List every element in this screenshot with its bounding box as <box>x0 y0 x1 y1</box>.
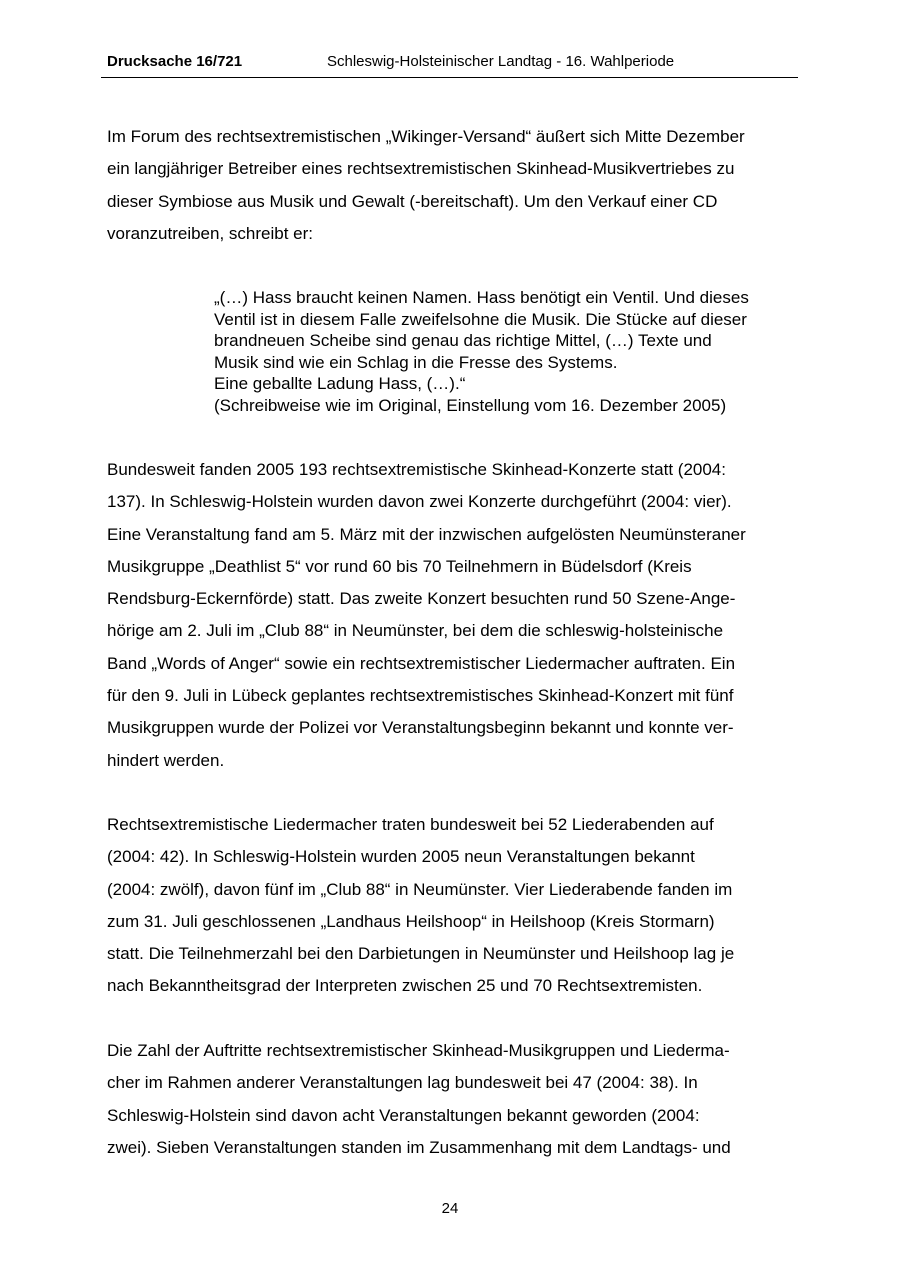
quote-line: Musik sind wie ein Schlag in die Fresse des Systems. <box>214 352 618 372</box>
page-header <box>101 52 798 78</box>
text-line: ein langjähriger Betreiber eines rechtsextremistischen Skinhead-Musikvertriebes zu <box>107 159 735 179</box>
paragraph-auftritte <box>107 1035 801 1164</box>
text-line: 137). In Schleswig-Holstein wurden davon zwei Konzerte durchgeführt (2004: vier). <box>107 492 732 512</box>
quote-block <box>214 287 804 416</box>
text-line: zum 31. Juli geschlossenen „Landhaus Heilshoop“ in Heilshoop (Kreis Stormarn) <box>107 911 715 931</box>
quote-source: (Schreibweise wie im Original, Einstellung vom 16. Dezember 2005) <box>214 395 727 415</box>
text-line: Rendsburg-Eckernförde) statt. Das zweite Konzert besuchten rund 50 Szene-Ange- <box>107 589 736 609</box>
text-line: dieser Symbiose aus Musik und Gewalt (-bereitschaft). Um den Verkauf einer CD <box>107 191 718 211</box>
text-line: statt. Die Teilnehmerzahl bei den Darbietungen in Neumünster und Heilshoop lag je <box>107 944 735 964</box>
text-line: cher im Rahmen anderer Veranstaltungen lag bundesweit bei 47 (2004: 38). In <box>107 1073 698 1093</box>
text-line: für den 9. Juli in Lübeck geplantes rechtsextremistisches Skinhead-Konzert mit fünf <box>107 686 734 706</box>
quote-line: Eine geballte Ladung Hass, (…).“ <box>214 374 466 393</box>
document-title: Schleswig-Holsteinischer Landtag - 16. Wahlperiode <box>327 53 675 70</box>
paragraph-intro <box>107 121 801 250</box>
quote-line: Ventil ist in diesem Falle zweifelsohne die Musik. Die Stücke auf dieser <box>214 309 747 329</box>
text-line: voranzutreiben, schreibt er: <box>107 223 313 243</box>
text-line: Rechtsextremistische Liedermacher traten bundesweit bei 52 Liederabenden auf <box>107 815 714 834</box>
text-line: Eine Veranstaltung fand am 5. März mit der inzwischen aufgelösten Neumünsteraner <box>107 524 746 544</box>
text-line: Schleswig-Holstein sind davon acht Veranstaltungen bekannt geworden (2004: <box>107 1105 700 1125</box>
paragraph-concerts <box>107 454 801 777</box>
quote-line: brandneuen Scheibe sind genau das richtige Mittel, (…) Texte und <box>214 331 712 350</box>
text-line: (2004: zwölf), davon fünf im „Club 88“ in Neumünster. Vier Liederabende fanden im <box>107 879 733 899</box>
text-line: Bundesweit fanden 2005 193 rechtsextremistische Skinhead-Konzerte statt (2004: <box>107 460 726 479</box>
text-line: Musikgruppen wurde der Polizei vor Veranstaltungsbeginn bekannt und konnte ver- <box>107 718 734 738</box>
text-line: hindert werden. <box>107 750 225 770</box>
document-number: Drucksache 16/721 <box>107 53 243 70</box>
text-line: zwei). Sieben Veranstaltungen standen im Zusammenhang mit dem Landtags- und <box>107 1137 731 1157</box>
text-line: Im Forum des rechtsextremistischen „Wikinger-Versand“ äußert sich Mitte Dezember <box>107 127 745 146</box>
text-line: hörige am 2. Juli im „Club 88“ in Neumünster, bei dem die schleswig-holsteinische <box>107 621 724 641</box>
text-line: Musikgruppe „Deathlist 5“ vor rund 60 bis 70 Teilnehmern in Büdelsdorf (Kreis <box>107 556 692 576</box>
paragraph-liedermacher <box>107 809 801 1003</box>
quote-line: „(…) Hass braucht keinen Namen. Hass benötigt ein Ventil. Und dieses <box>214 288 749 307</box>
text-line: (2004: 42). In Schleswig-Holstein wurden 2005 neun Veranstaltungen bekannt <box>107 847 695 867</box>
text-line: Band „Words of Anger“ sowie ein rechtsextremistischer Liedermacher auftraten. Ein <box>107 653 736 673</box>
text-line: nach Bekanntheitsgrad der Interpreten zwischen 25 und 70 Rechtsextremisten. <box>107 976 703 996</box>
page-number: 24 <box>441 1200 459 1217</box>
text-line: Die Zahl der Auftritte rechtsextremistischer Skinhead-Musikgruppen und Liederma- <box>107 1041 730 1060</box>
